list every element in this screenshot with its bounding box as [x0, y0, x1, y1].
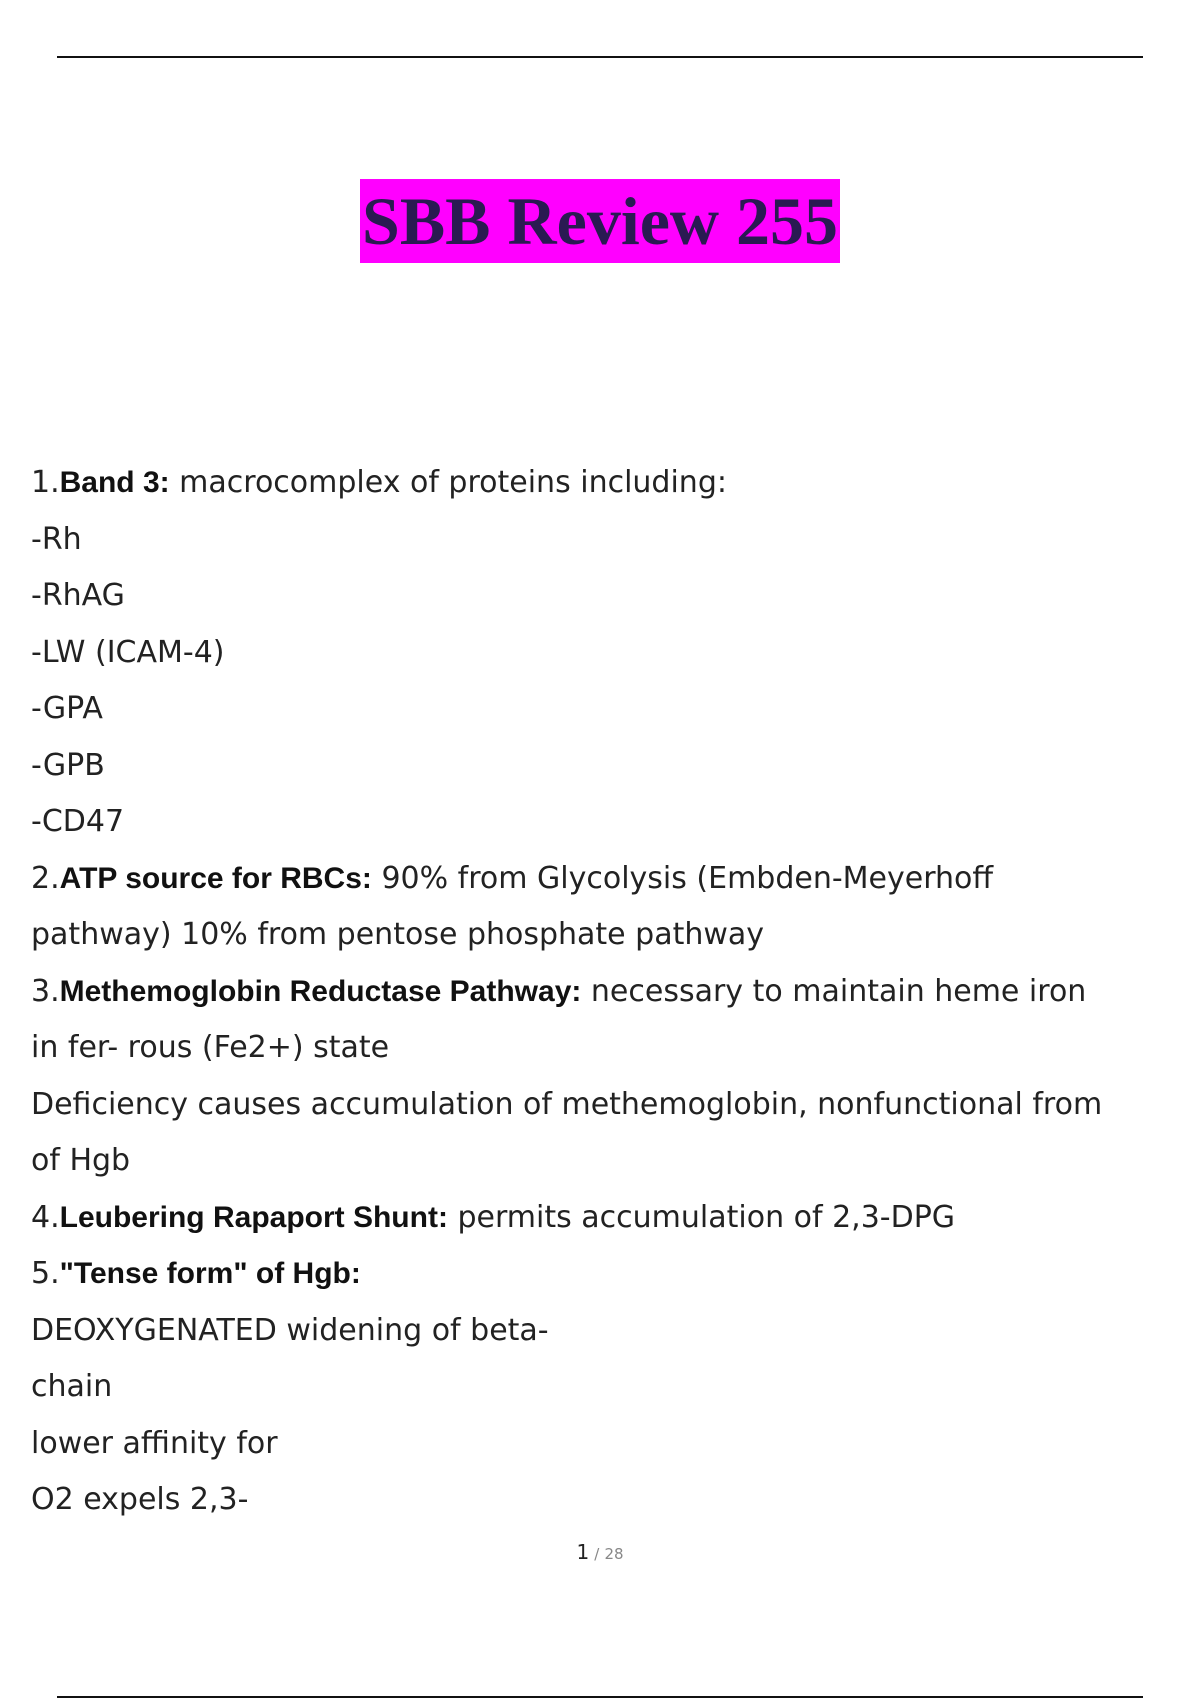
list-item — [31, 1133, 1191, 1190]
list-item — [31, 1020, 1191, 1077]
item-text: necessary to maintain heme iron — [581, 973, 1087, 1009]
list-item — [31, 568, 1191, 625]
list-item — [31, 738, 1191, 795]
item-term: ATP source for RBCs: — [59, 861, 372, 895]
bottom-rule — [57, 1696, 1143, 1698]
top-rule — [57, 56, 1143, 58]
list-item — [31, 1077, 1191, 1134]
list-item — [31, 1303, 1191, 1360]
item-text: -GPB — [31, 747, 105, 783]
item-text: macrocomplex of proteins including: — [169, 465, 727, 500]
item-term: Leubering Rapaport Shunt: — [59, 1200, 448, 1234]
item-text: O2 expels 2,3- — [31, 1482, 249, 1517]
item-text: of Hgb — [31, 1143, 131, 1178]
list-item — [31, 1190, 1191, 1247]
item-text: -Rh — [31, 521, 82, 557]
item-text: pathway) 10% from pentose phosphate pathway — [31, 917, 765, 952]
item-text: lower affinity for — [31, 1425, 278, 1461]
list-item — [31, 625, 1191, 682]
list-item — [31, 794, 1191, 851]
list-item — [31, 1472, 1191, 1529]
total-pages: 28 — [604, 1545, 624, 1563]
item-text: DEOXYGENATED widening of beta- — [31, 1312, 549, 1348]
list-item — [31, 512, 1191, 569]
list-item — [31, 681, 1191, 738]
title-block — [0, 179, 1200, 263]
list-item — [31, 964, 1191, 1021]
item-number: 1. — [31, 465, 60, 500]
list-item — [31, 1359, 1191, 1416]
item-number: 4. — [31, 1199, 60, 1235]
list-item — [31, 907, 1191, 964]
item-text: -LW (ICAM-4) — [31, 634, 225, 670]
list-item — [31, 1416, 1191, 1473]
list-item — [31, 455, 1191, 512]
item-number: 3. — [31, 973, 60, 1009]
page-separator: / — [594, 1545, 600, 1563]
document-title: SBB Review 255 — [360, 179, 840, 263]
item-text: -CD47 — [31, 804, 125, 839]
item-term: Band 3: — [59, 466, 170, 499]
item-text: Deficiency causes accumulation of methemoglobin, nonfunctional from — [31, 1086, 1103, 1122]
item-term: Methemoglobin Reductase Pathway: — [59, 974, 582, 1008]
list-item — [31, 1246, 1191, 1303]
item-text: permits accumulation of 2,3-DPG — [447, 1199, 956, 1235]
current-page: 1 — [576, 1540, 590, 1564]
item-text: 90% from Glycolysis (Embden-Meyerhoff — [371, 860, 994, 896]
page-indicator — [0, 1540, 1200, 1564]
list-item — [31, 851, 1191, 908]
item-text: in fer- rous (Fe2+) state — [31, 1030, 390, 1065]
document-body — [31, 455, 1191, 1529]
item-term: "Tense form" of Hgb: — [59, 1257, 361, 1290]
item-text: -GPA — [31, 691, 103, 726]
item-number: 5. — [31, 1256, 60, 1291]
item-number: 2. — [31, 860, 60, 896]
item-text: chain — [31, 1369, 113, 1404]
item-text: -RhAG — [31, 578, 125, 613]
